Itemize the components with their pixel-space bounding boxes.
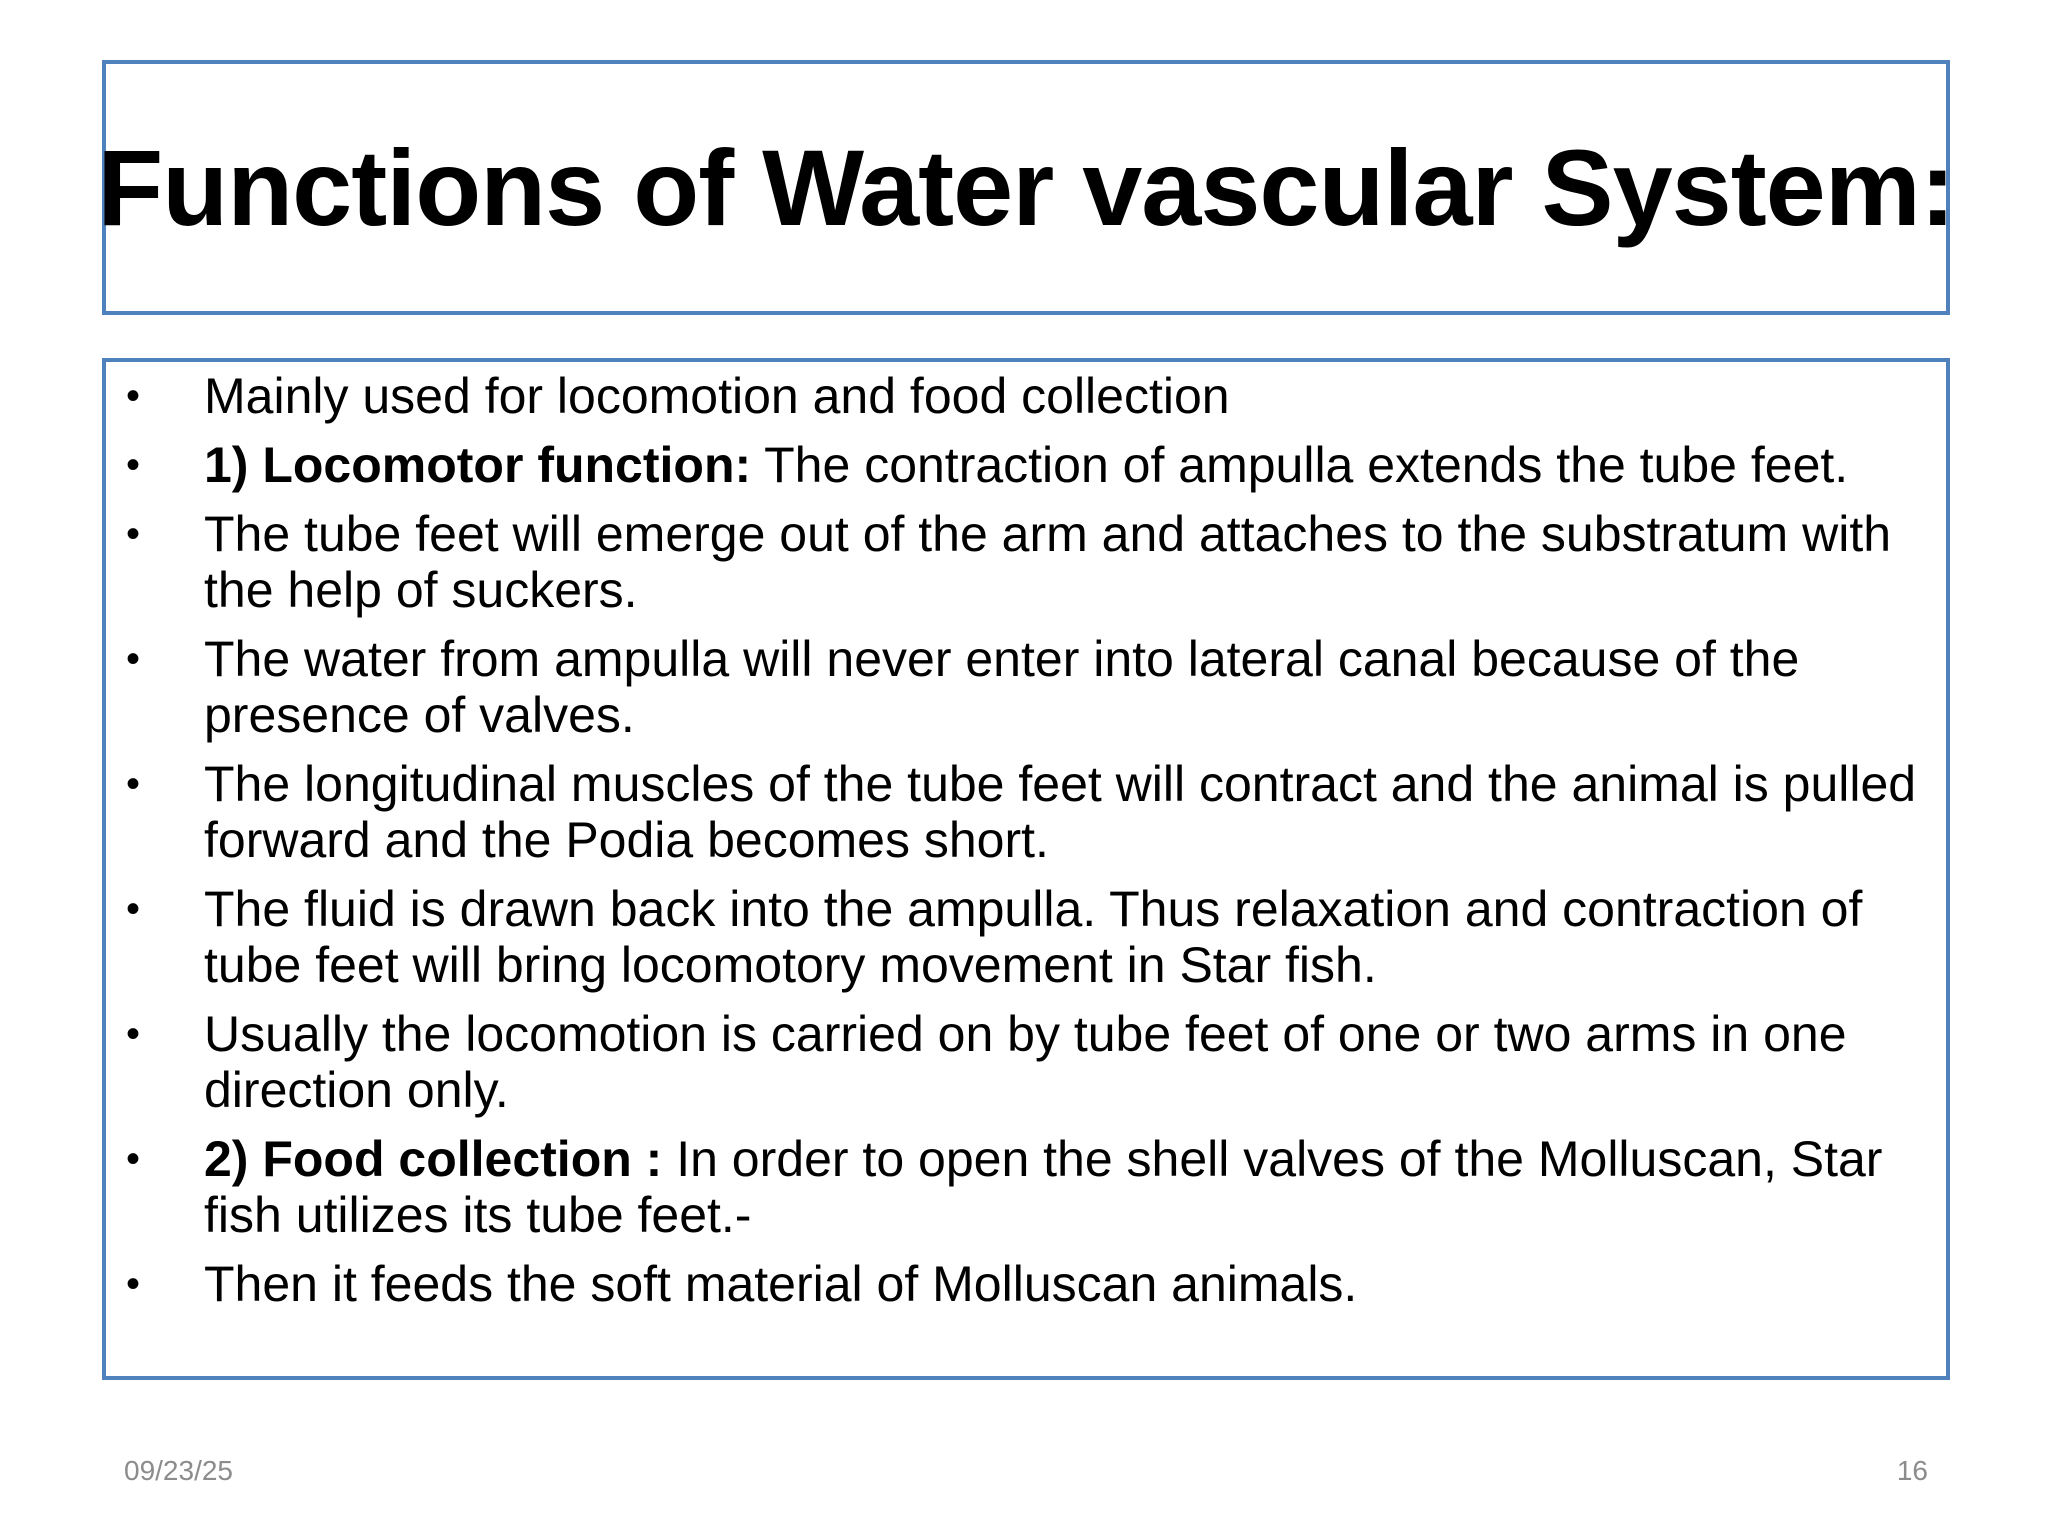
bullet-icon: • [126,443,141,487]
list-item [106,506,1946,618]
bullet-text: The longitudinal muscles of the tube feet will contract and the animal is pulled forward and the Podia becomes short. [204,756,1917,868]
bullet-list [106,368,1946,1312]
list-item [106,881,1946,993]
bullet-icon: • [126,762,141,806]
content-box [102,358,1950,1380]
bullet-icon: • [126,1262,141,1306]
list-item [106,437,1946,493]
bullet-text: Then it feeds the soft material of Molluscan animals. [204,1256,1358,1312]
list-item [106,1006,1946,1118]
bullet-icon: • [126,512,141,556]
bullet-icon: • [126,1012,141,1056]
bullet-text: In order to open the shell valves of the Molluscan, Star fish utilizes its tube feet.- [204,1131,1883,1243]
bullet-text: The contraction of ampulla extends the tube feet. [751,437,1849,493]
slide-title: Functions of Water vascular System: [97,127,1955,248]
bullet-text: The fluid is drawn back into the ampulla. Thus relaxation and contraction of tube feet will bring locomotory movement in Star fish. [204,881,1863,993]
list-item [106,1131,1946,1243]
bullet-text: Mainly used for locomotion and food collection [204,368,1230,424]
list-item [106,756,1946,868]
list-item [106,631,1946,743]
bullet-text: Usually the locomotion is carried on by tube feet of one or two arms in one direction only. [204,1006,1847,1118]
bullet-bold-lead: 2) Food collection : [204,1131,663,1187]
list-item [106,1256,1946,1312]
bullet-bold-lead: 1) Locomotor function: [204,437,752,493]
bullet-icon: • [126,637,141,681]
bullet-text: The water from ampulla will never enter into lateral canal because of the presence of valves. [204,631,1800,743]
page-number: 16 [1896,1455,1928,1486]
bullet-icon: • [126,374,141,418]
bullet-text: The tube feet will emerge out of the arm and attaches to the substratum with the help of suckers. [204,506,1892,618]
bullet-icon: • [126,1137,141,1181]
list-item [106,368,1946,424]
bullet-icon: • [126,887,141,931]
title-box [97,60,1955,315]
footer-date: 09/23/25 [124,1455,233,1486]
